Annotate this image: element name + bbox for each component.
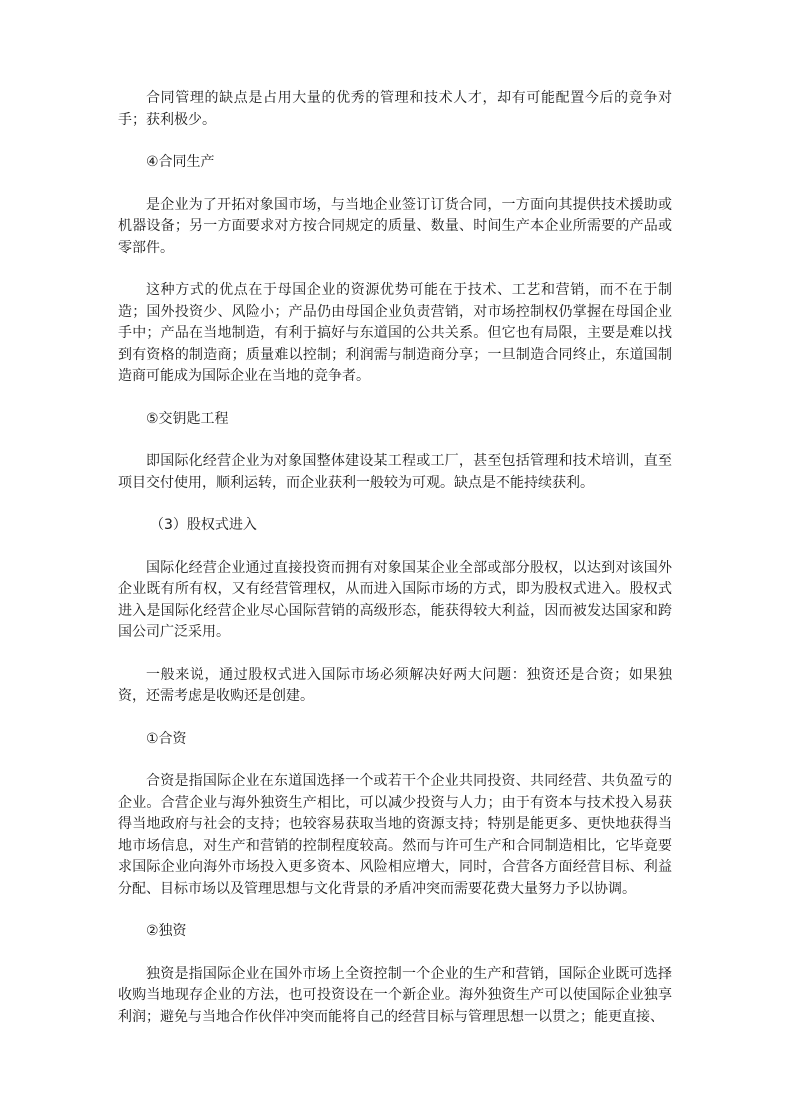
heading-sole-proprietorship: ②独资 (146, 923, 187, 939)
heading-turnkey-project: ⑤交钥匙工程 (146, 410, 229, 427)
heading-equity-entry: （3）股权式进入 (150, 517, 257, 533)
heading-joint-venture: ①合资 (146, 730, 187, 747)
heading-contract-production: ④合同生产 (146, 154, 215, 170)
paragraph-contract-production-definition: 是企业为了开拓对象国市场，与当地企业签订订货合同，一方面向其提供技术援助或机器设备；另一方面要求对方按合同规定的质量、数量、时间生产本企业所需要的产品或零部件。 (118, 196, 672, 256)
paragraph-sole-proprietorship: 独资是指国际企业在国外市场上全资控制一个企业的生产和营销，国际企业既可选择收购当地现存企业的方法，也可投资设在一个新企业。海外独资生产可以使国际企业独享利润；避免与当地合作伙伴冲突而能将自己的经营目标与管理思想一以贯之；能更直接、 (118, 965, 672, 1025)
document-page (118, 88, 672, 1028)
paragraph-equity-entry-definition: 国际化经营企业通过直接投资而拥有对象国某企业全部或部分股权，以达到对该国外企业既有所有权，又有经营管理权，从而进入国际市场的方式，即为股权式进入。股权式进入是国际化经营企业尽心国际营销的高级形态，能获得较大利益，因而被发达国家和跨国公司广泛采用。 (118, 559, 672, 640)
paragraph-turnkey-project: 即国际化经营企业为对象国整体建设某工程或工厂，甚至包括管理和技术培训，直至项目交付使用，顺利运转，而企业获利一般较为可观。缺点是不能持续获利。 (118, 453, 672, 491)
paragraph-contract-production-pros-cons: 这种方式的优点在于母国企业的资源优势可能在于技术、工艺和营销，而不在于制造；国外投资少、风险小；产品仍由母国企业负责营销，对市场控制权仍掌握在母国企业手中；产品在当地制造，有利于搞好与东道国的公共关系。但它也有局限，主要是难以找到有资格的制造商；质量难以控制；利润需与制造商分享；一旦制造合同终止，东道国制造商可能成为国际企业在当地的竞争者。 (118, 282, 672, 384)
paragraph-equity-entry-questions: 一般来说，通过股权式进入国际市场必须解决好两大问题：独资还是合资；如果独资，还需考虑是收购还是创建。 (118, 666, 672, 704)
paragraph-contract-management-drawback: 合同管理的缺点是占用大量的优秀的管理和技术人才，却有可能配置今后的竞争对手；获利极少。 (118, 90, 672, 128)
paragraph-joint-venture: 合资是指国际企业在东道国选择一个或若干个企业共同投资、共同经营、共负盈亏的企业。合营企业与海外独资生产相比，可以减少投资与人力；由于有资本与技术投入易获得当地政府与社会的支持；也较容易获取当地的资源支持；特别是能更多、更快地获得当地市场信息，对生产和营销的控制程度较高。然而与许可生产和合同制造相比，它毕竟要求国际企业向海外市场投入更多资本、风险相应增大，同时，合营各方面经营目标、利益分配、目标市场以及管理思想与文化背景的矛盾冲突而需要花费大量努力予以协调。 (118, 773, 672, 897)
